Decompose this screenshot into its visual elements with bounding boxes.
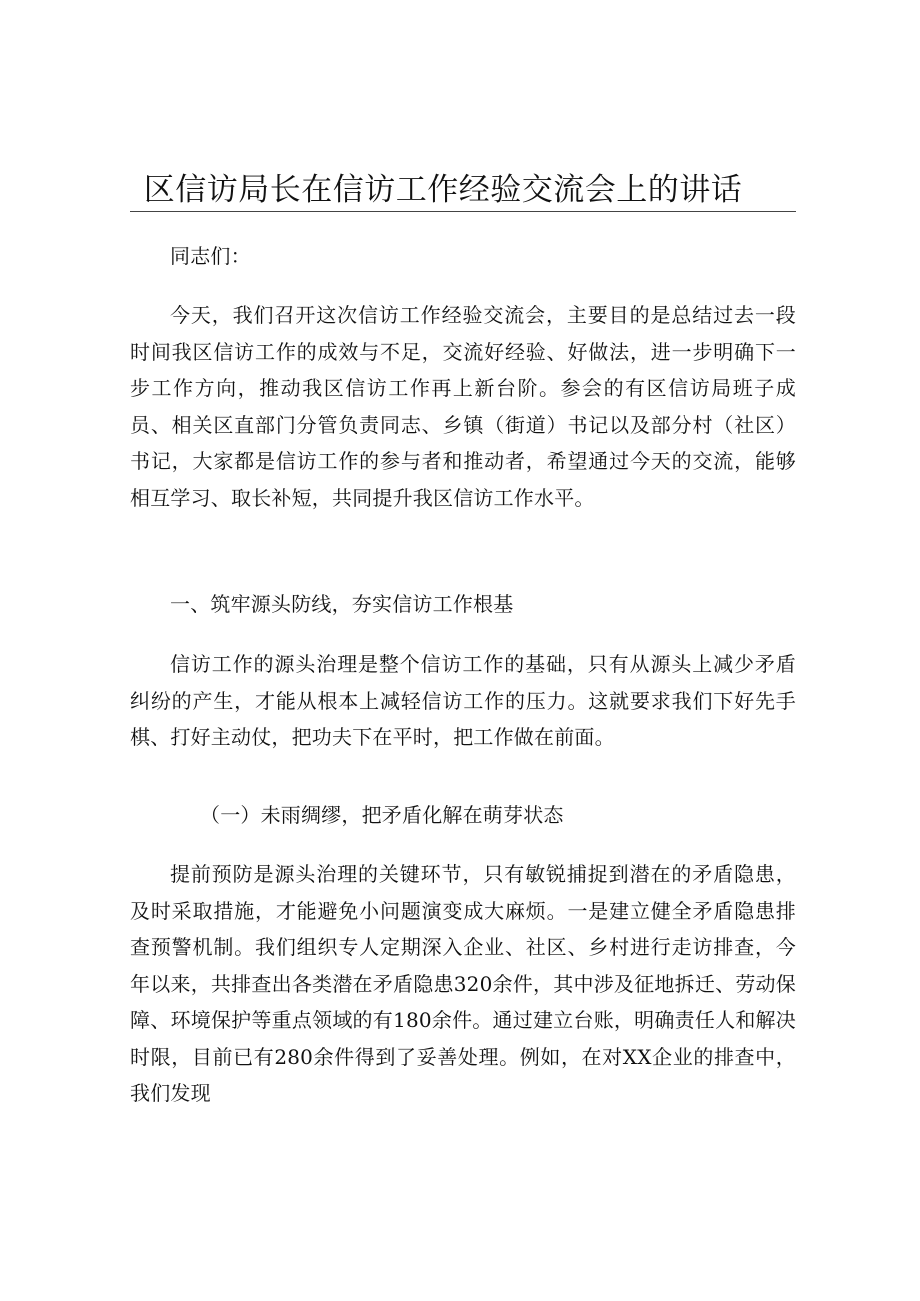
section-heading-1: 一、筑牢源头防线，夯实信访工作根基: [170, 592, 514, 616]
paragraph-prevention: 提前预防是源头治理的关键环节，只有敏锐捕捉到潜在的矛盾隐患，及时采取措施，才能避免小问题演变成大麻烦。一是建立健全矛盾隐患排查预警机制。我们组织专人定期深入企业、社区、乡村进行走访排查，今年以来，共排查出各类潜在矛盾隐患320余件，其中涉及征地拆迁、劳动保障、环境保护等重点领域的有180余件。通过建立台账，明确责任人和解决时限，目前已有280余件得到了妥善处理。例如，在对XX企业的排查中，我们发现: [130, 862, 796, 1105]
paragraph-source-governance: 信访工作的源头治理是整个信访工作的基础，只有从源头上减少矛盾纠纷的产生，才能从根本上减轻信访工作的压力。这就要求我们下好先手棋、打好主动仗，把功夫下在平时，把工作做在前面。: [130, 652, 796, 749]
document-title: [130, 168, 796, 212]
paragraph-intro: 今天，我们召开这次信访工作经验交流会，主要目的是总结过去一段时间我区信访工作的成效与不足，交流好经验、好做法，进一步明确下一步工作方向，推动我区信访工作再上新台阶。参会的有区信访局班子成员、相关区直部门分管负责同志、乡镇（街道）书记以及部分村（社区）书记，大家都是信访工作的参与者和推动者，希望通过今天的交流，能够相互学习、取长补短，共同提升我区信访工作水平。: [130, 303, 796, 510]
salutation: 同志们：: [170, 244, 251, 268]
document-title-text: 区信访局长在信访工作经验交流会上的讲话: [143, 172, 743, 208]
subsection-heading-1: （一）未雨绸缪，把矛盾化解在萌芽状态: [200, 803, 564, 827]
